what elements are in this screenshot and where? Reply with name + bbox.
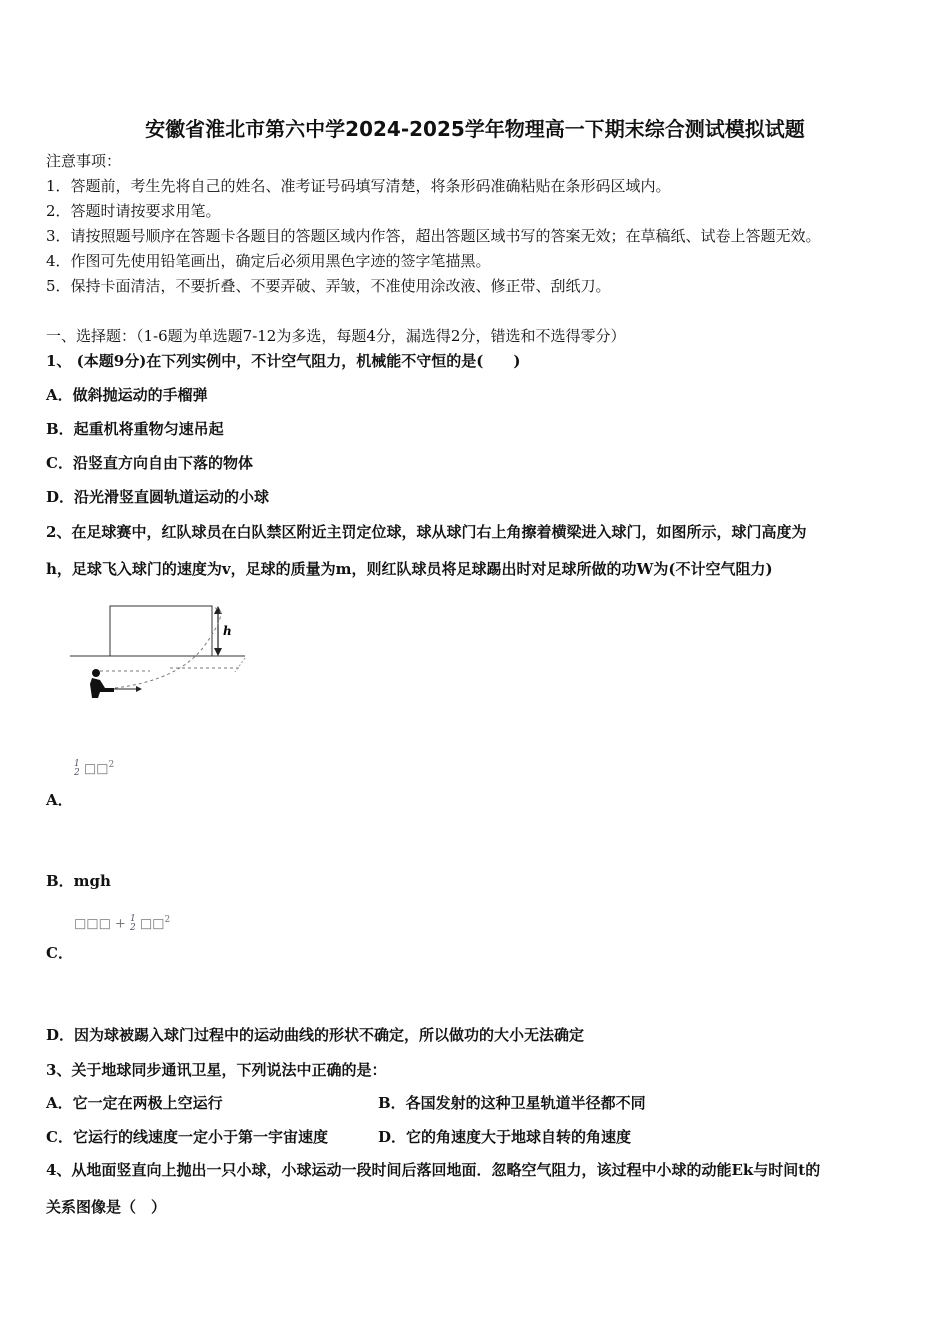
question-2-line1: 2、在足球赛中，红队球员在白队禁区附近主罚定位球，球从球门右上角擦着横梁进入球门，如图所示，球门高度为 [46, 523, 807, 541]
section-heading: 一、选择题：（1-6题为单选题7-12为多选，每题4分，漏选得2分，错选和不选得零分） [46, 327, 626, 345]
q2-option-c: C． [46, 944, 73, 962]
q1-option-d: D．沿光滑竖直圆轨道运动的小球 [46, 488, 270, 506]
question-2-line2: h，足球飞入球门的速度为v，足球的质量为m，则红队球员将足球踢出时对足球所做的功W为(不计空气阻力) [46, 560, 773, 578]
q2-option-b: B．mgh [46, 872, 111, 890]
q1-option-c: C．沿竖直方向自由下落的物体 [46, 454, 253, 472]
question-4-line1: 4、从地面竖直向上抛出一只小球，小球运动一段时间后落回地面．忽略空气阻力，该过程中小球的动能Ek与时间t的 [46, 1161, 821, 1179]
note-item: 3．请按照题号顺序在答题卡各题目的答题区域内作答，超出答题区域书写的答案无效；在草稿纸、试卷上答题无效。 [46, 227, 821, 245]
q2-option-c-formula: □□□ + 1 2 □□$^2$ [74, 914, 171, 933]
q3-option-d: D．它的角速度大于地球自转的角速度 [378, 1128, 632, 1146]
q3-option-c: C．它运行的线速度一定小于第一宇宙速度 [46, 1128, 328, 1146]
question-4-line2: 关系图像是（ ） [46, 1198, 167, 1216]
question-1-stem: 1、 (本题9分)在下列实例中，不计空气阻力，机械能不守恒的是( ) [46, 352, 521, 370]
note-item: 2．答题时请按要求用笔。 [46, 202, 221, 220]
q3-option-a: A．它一定在两极上空运行 [46, 1094, 223, 1112]
q1-option-a: A．做斜抛运动的手榴弹 [46, 386, 208, 404]
note-item: 1．答题前，考生先将自己的姓名、准考证号码填写清楚，将条形码准确粘贴在条形码区域内。 [46, 177, 671, 195]
page-title: 安徽省淮北市第六中学2024-2025学年物理高一下期末综合测试模拟试题 [145, 117, 805, 141]
soccer-goal-figure [70, 600, 250, 710]
q2-option-d: D．因为球被踢入球门过程中的运动曲线的形状不确定，所以做功的大小无法确定 [46, 1026, 585, 1044]
q3-option-b: B．各国发射的这种卫星轨道半径都不同 [378, 1094, 646, 1112]
q2-option-a-formula: 1 2 □□$^2$ [74, 759, 115, 778]
question-3-stem: 3、关于地球同步通讯卫星，下列说法中正确的是： [46, 1061, 387, 1079]
note-item: 4．作图可先使用铅笔画出，确定后必须用黑色字迹的签字笔描黑。 [46, 252, 491, 270]
note-item: 5．保持卡面清洁，不要折叠、不要弄破、弄皱，不准使用涂改液、修正带、刮纸刀。 [46, 277, 611, 295]
notes-heading: 注意事项： [46, 152, 122, 170]
q2-option-a: A． [46, 791, 73, 809]
figure-h-label: h [223, 624, 232, 638]
q1-option-b: B．起重机将重物匀速吊起 [46, 420, 224, 438]
